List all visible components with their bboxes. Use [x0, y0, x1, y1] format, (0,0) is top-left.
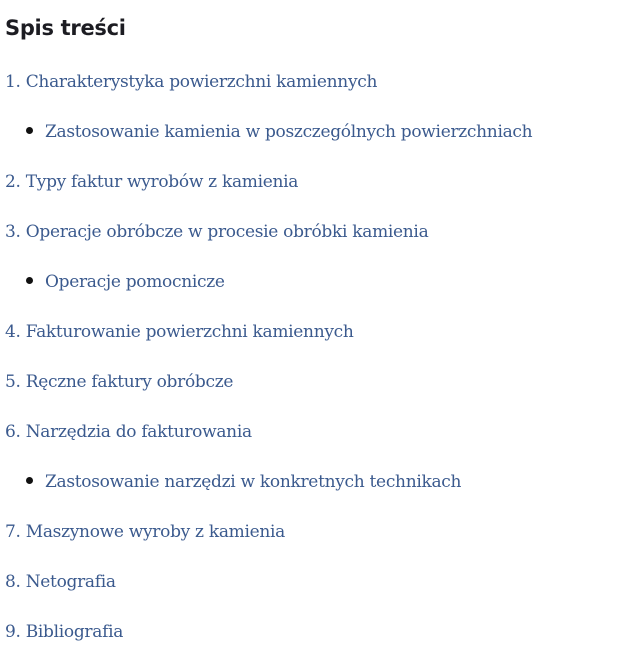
bullet-icon [26, 277, 33, 284]
toc-link-8[interactable]: 8. Netografia [5, 572, 116, 592]
toc-sublink-1[interactable]: Zastosowanie kamienia w poszczególnych powierzchniach [45, 122, 533, 142]
toc-sublink-6[interactable]: Zastosowanie narzędzi w konkretnych technikach [45, 472, 462, 492]
toc-link-7[interactable]: 7. Maszynowe wyroby z kamienia [5, 522, 285, 542]
toc-link-1[interactable]: 1. Charakterystyka powierzchni kamiennych [5, 72, 378, 92]
bullet-icon [26, 477, 33, 484]
toc-subitem-1 [26, 122, 532, 142]
toc-title: Spis treści [5, 16, 126, 40]
toc-link-4[interactable]: 4. Fakturowanie powierzchni kamiennych [5, 322, 354, 342]
toc-subitem-6 [26, 472, 461, 492]
toc-link-9[interactable]: 9. Bibliografia [5, 622, 124, 642]
bullet-icon [26, 127, 33, 134]
toc-link-6[interactable]: 6. Narzędzia do fakturowania [5, 422, 252, 442]
toc-link-2[interactable]: 2. Typy faktur wyrobów z kamienia [5, 172, 299, 192]
toc-sublink-3[interactable]: Operacje pomocnicze [45, 272, 225, 292]
toc-link-5[interactable]: 5. Ręczne faktury obróbcze [5, 372, 234, 392]
toc-subitem-3 [26, 272, 225, 292]
toc-link-3[interactable]: 3. Operacje obróbcze w procesie obróbki kamienia [5, 222, 429, 242]
